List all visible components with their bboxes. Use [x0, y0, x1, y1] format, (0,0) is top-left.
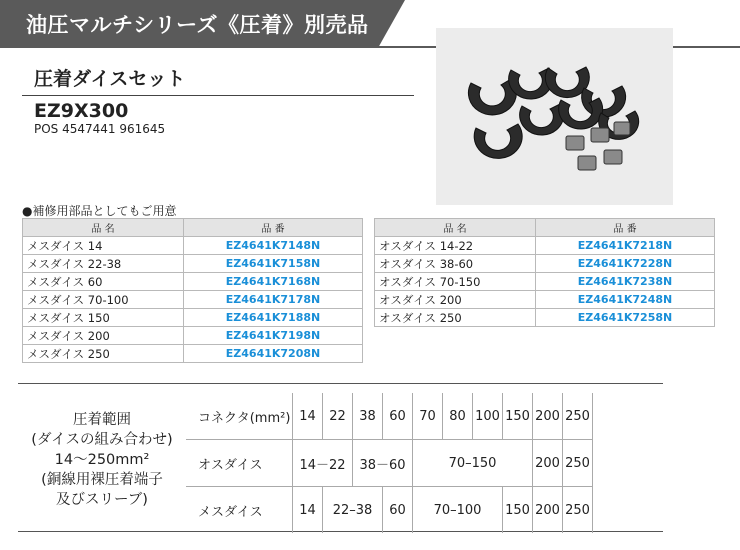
crimp-range-label — [18, 410, 186, 510]
section-label: ●補修用部品としてもご用意 — [22, 204, 177, 218]
part-code: EZ4641K7238N — [536, 273, 715, 291]
table-header-row — [375, 219, 715, 237]
part-name: オスダイス 38-60 — [375, 255, 536, 273]
table-row — [375, 237, 715, 255]
part-code: EZ4641K7228N — [536, 255, 715, 273]
male-die-block — [578, 156, 596, 170]
range-top-rule — [18, 383, 663, 384]
female-die-label: メスダイス — [186, 487, 293, 534]
col-header-code: 品 番 — [184, 219, 363, 237]
male-die-range: 250 — [563, 440, 593, 487]
die-set-image — [436, 28, 673, 205]
connector-size: 60 — [383, 393, 413, 440]
title-divider — [22, 95, 414, 96]
part-code: EZ4641K7188N — [184, 309, 363, 327]
table-row — [375, 291, 715, 309]
parts-table-left — [22, 218, 363, 363]
part-name: メスダイス 60 — [23, 273, 184, 291]
table-row — [23, 255, 363, 273]
part-name: オスダイス 14-22 — [375, 237, 536, 255]
part-code: EZ4641K7148N — [184, 237, 363, 255]
part-name: メスダイス 22-38 — [23, 255, 184, 273]
part-name: メスダイス 150 — [23, 309, 184, 327]
part-name: メスダイス 70-100 — [23, 291, 184, 309]
crimp-range-grid — [186, 393, 593, 533]
col-header-name: 品 名 — [375, 219, 536, 237]
die-piece — [559, 98, 603, 129]
connector-label: コネクタ(mm²) — [186, 393, 293, 440]
male-die-block — [604, 150, 622, 164]
connector-row — [186, 393, 593, 440]
die-piece — [520, 104, 564, 135]
part-code: EZ4641K7208N — [184, 345, 363, 363]
part-code: EZ4641K7198N — [184, 327, 363, 345]
connector-size: 200 — [533, 393, 563, 440]
table-row — [375, 309, 715, 327]
part-name: オスダイス 200 — [375, 291, 536, 309]
product-title: 圧着ダイスセット — [34, 68, 186, 90]
die-piece — [582, 86, 626, 117]
female-die-range: 200 — [533, 487, 563, 534]
col-header-name: 品 名 — [23, 219, 184, 237]
range-line: (銅線用裸圧着端子 — [41, 472, 163, 488]
product-pos: POS 4547441 961645 — [34, 122, 166, 136]
connector-size: 150 — [503, 393, 533, 440]
male-die-row — [186, 440, 593, 487]
part-code: EZ4641K7218N — [536, 237, 715, 255]
male-die-range: 200 — [533, 440, 563, 487]
connector-size: 14 — [293, 393, 323, 440]
part-code: EZ4641K7258N — [536, 309, 715, 327]
range-line: 圧着範囲 — [73, 412, 131, 428]
female-die-range: 250 — [563, 487, 593, 534]
table-row — [23, 273, 363, 291]
die-piece — [474, 124, 522, 158]
male-die-block — [614, 122, 630, 135]
table-row — [23, 327, 363, 345]
table-row — [23, 291, 363, 309]
connector-size: 22 — [323, 393, 353, 440]
range-line: (ダイスの組み合わせ) — [31, 432, 173, 448]
table-row — [23, 345, 363, 363]
table-row — [375, 273, 715, 291]
female-die-range: 60 — [383, 487, 413, 534]
connector-size: 100 — [473, 393, 503, 440]
female-die-row — [186, 487, 593, 534]
connector-size: 80 — [443, 393, 473, 440]
table-row — [23, 237, 363, 255]
connector-size: 250 — [563, 393, 593, 440]
part-code: EZ4641K7168N — [184, 273, 363, 291]
table-header-row — [23, 219, 363, 237]
female-die-range: 70–100 — [413, 487, 503, 534]
connector-size: 70 — [413, 393, 443, 440]
table-row — [375, 255, 715, 273]
part-code: EZ4641K7158N — [184, 255, 363, 273]
parts-table-right — [374, 218, 715, 327]
female-die-range: 150 — [503, 487, 533, 534]
range-line: 及びスリーブ) — [56, 492, 148, 508]
product-photo — [436, 28, 673, 205]
table-row — [23, 309, 363, 327]
part-name: オスダイス 250 — [375, 309, 536, 327]
female-die-range: 22–38 — [323, 487, 383, 534]
part-name: オスダイス 70-150 — [375, 273, 536, 291]
banner-title: 油圧マルチシリーズ《圧着》別売品 — [26, 13, 369, 37]
connector-size: 38 — [353, 393, 383, 440]
part-name: メスダイス 200 — [23, 327, 184, 345]
part-name: メスダイス 250 — [23, 345, 184, 363]
product-model: EZ9X300 — [34, 100, 129, 122]
part-name: メスダイス 14 — [23, 237, 184, 255]
male-die-range: 38－60 — [353, 440, 413, 487]
col-header-code: 品 番 — [536, 219, 715, 237]
part-code: EZ4641K7178N — [184, 291, 363, 309]
male-die-label: オスダイス — [186, 440, 293, 487]
part-code: EZ4641K7248N — [536, 291, 715, 309]
range-line: 14～250mm² — [54, 452, 150, 468]
male-die-block — [566, 136, 584, 150]
female-die-range: 14 — [293, 487, 323, 534]
male-die-range: 70–150 — [413, 440, 533, 487]
male-die-block — [591, 128, 609, 142]
male-die-range: 14－22 — [293, 440, 353, 487]
